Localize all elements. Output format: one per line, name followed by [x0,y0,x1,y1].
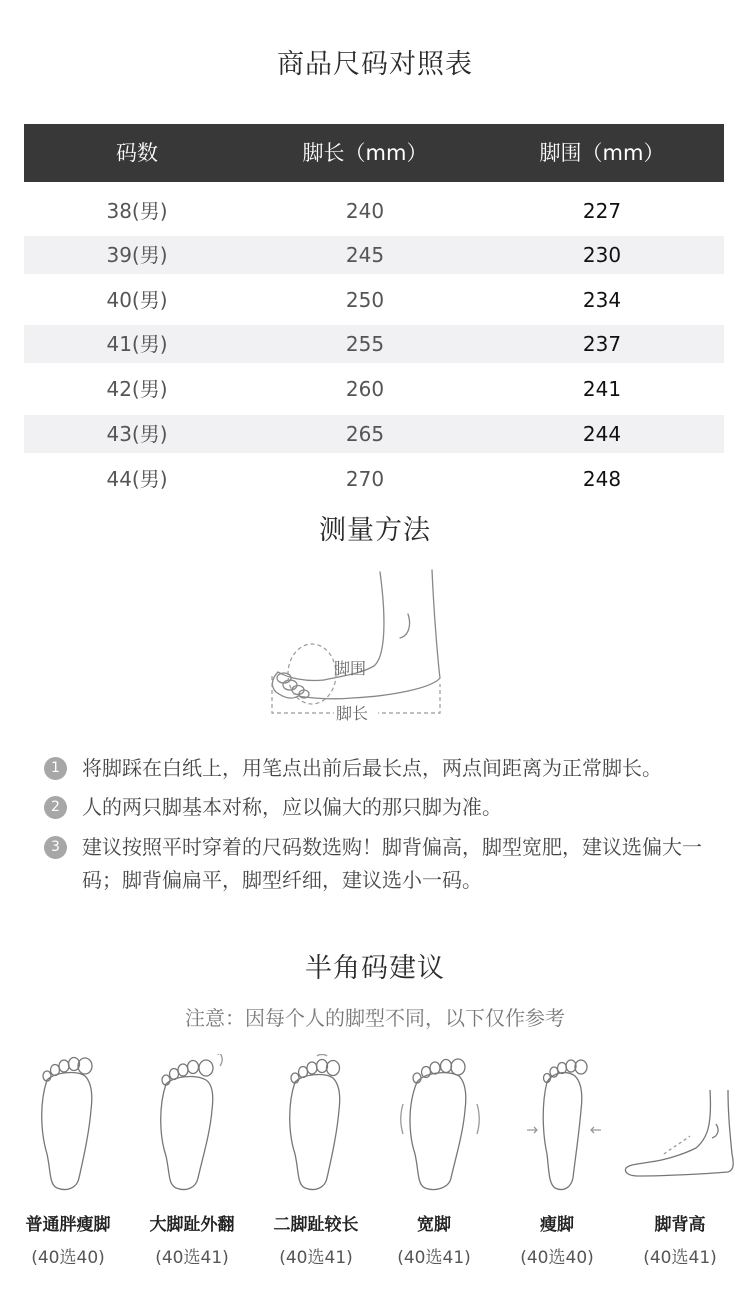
foot-type-size: (40选41) [155,1248,229,1268]
foot-type-size: (40选41) [643,1248,717,1268]
long-second-toe-foot-icon [254,1054,378,1194]
girth-dashed-icon [288,644,336,704]
number-badge: 1 [44,757,67,780]
note-text: 人的两只脚基本对称，应以偏大的那只脚为准。 [82,795,502,819]
length-label: 脚长 [336,704,369,723]
table-row [24,192,724,230]
table-row [24,415,724,453]
table-row [24,325,724,363]
header-size: 码数 [116,141,158,165]
table-row [24,370,724,408]
size-cell: 40(男) [106,288,168,312]
foot-type-size: (40选40) [31,1248,105,1268]
size-cell: 41(男) [106,332,168,356]
girth-cell: 237 [582,332,622,356]
foot-type-size: (40选41) [279,1248,353,1268]
girth-cell: 230 [582,243,622,267]
table-row [24,281,724,319]
length-cell: 265 [345,422,385,446]
foot-type-label: 二脚趾较长 [273,1215,359,1235]
number-badge: 2 [44,796,67,819]
foot-type-label: 大脚趾外翻 [149,1215,235,1235]
note-text: 建议按照平时穿着的尺码数选购！脚背偏高，脚型宽肥，建议选偏大一码；脚背偏扁平，脚型纤细，建议选小一码。 [82,835,702,892]
foot-measure-illustration [262,566,452,726]
size-cell: 44(男) [106,467,168,491]
girth-cell: 241 [582,377,622,401]
length-cell: 270 [345,467,385,491]
size-cell: 43(男) [106,422,168,446]
table-row [24,460,724,498]
girth-cell: 244 [582,422,622,446]
length-cell: 250 [345,288,385,312]
girth-label: 脚围 [334,659,367,678]
foot-type-label: 瘦脚 [540,1215,574,1235]
girth-cell: 234 [582,288,622,312]
girth-cell: 248 [582,467,622,491]
high-instep-foot-icon [618,1054,750,1194]
size-cell: 38(男) [106,199,168,223]
length-cell: 260 [345,377,385,401]
note-text: 将脚踩在白纸上，用笔点出前后最长点，两点间距离为正常脚长。 [82,756,662,780]
narrow-foot-icon [502,1054,626,1194]
measure-title: 测量方法 [319,515,431,546]
foot-type-size: (40选40) [520,1248,594,1268]
size-chart-title: 商品尺码对照表 [277,49,473,80]
foot-type-label: 普通胖瘦脚 [25,1215,111,1235]
wide-foot-icon [378,1054,502,1194]
number-badge: 3 [44,836,67,859]
table-row [24,236,724,274]
size-cell: 39(男) [106,243,168,267]
length-cell: 240 [345,199,385,223]
size-table-header [24,124,724,182]
foot-type-label: 脚背高 [654,1215,706,1235]
length-cell: 245 [345,243,385,267]
bunion-foot-icon [130,1054,254,1194]
half-size-note: 注意：因每个人的脚型不同，以下仅作参考 [185,1006,565,1030]
header-foot-length: 脚长（mm） [302,141,428,165]
normal-foot-icon [6,1054,130,1194]
header-foot-girth: 脚围（mm） [539,141,665,165]
foot-type-label: 宽脚 [417,1215,451,1235]
size-cell: 42(男) [106,377,168,401]
foot-type-size: (40选41) [397,1248,471,1268]
half-size-title: 半角码建议 [305,953,445,984]
length-cell: 255 [345,332,385,356]
girth-cell: 227 [582,199,622,223]
